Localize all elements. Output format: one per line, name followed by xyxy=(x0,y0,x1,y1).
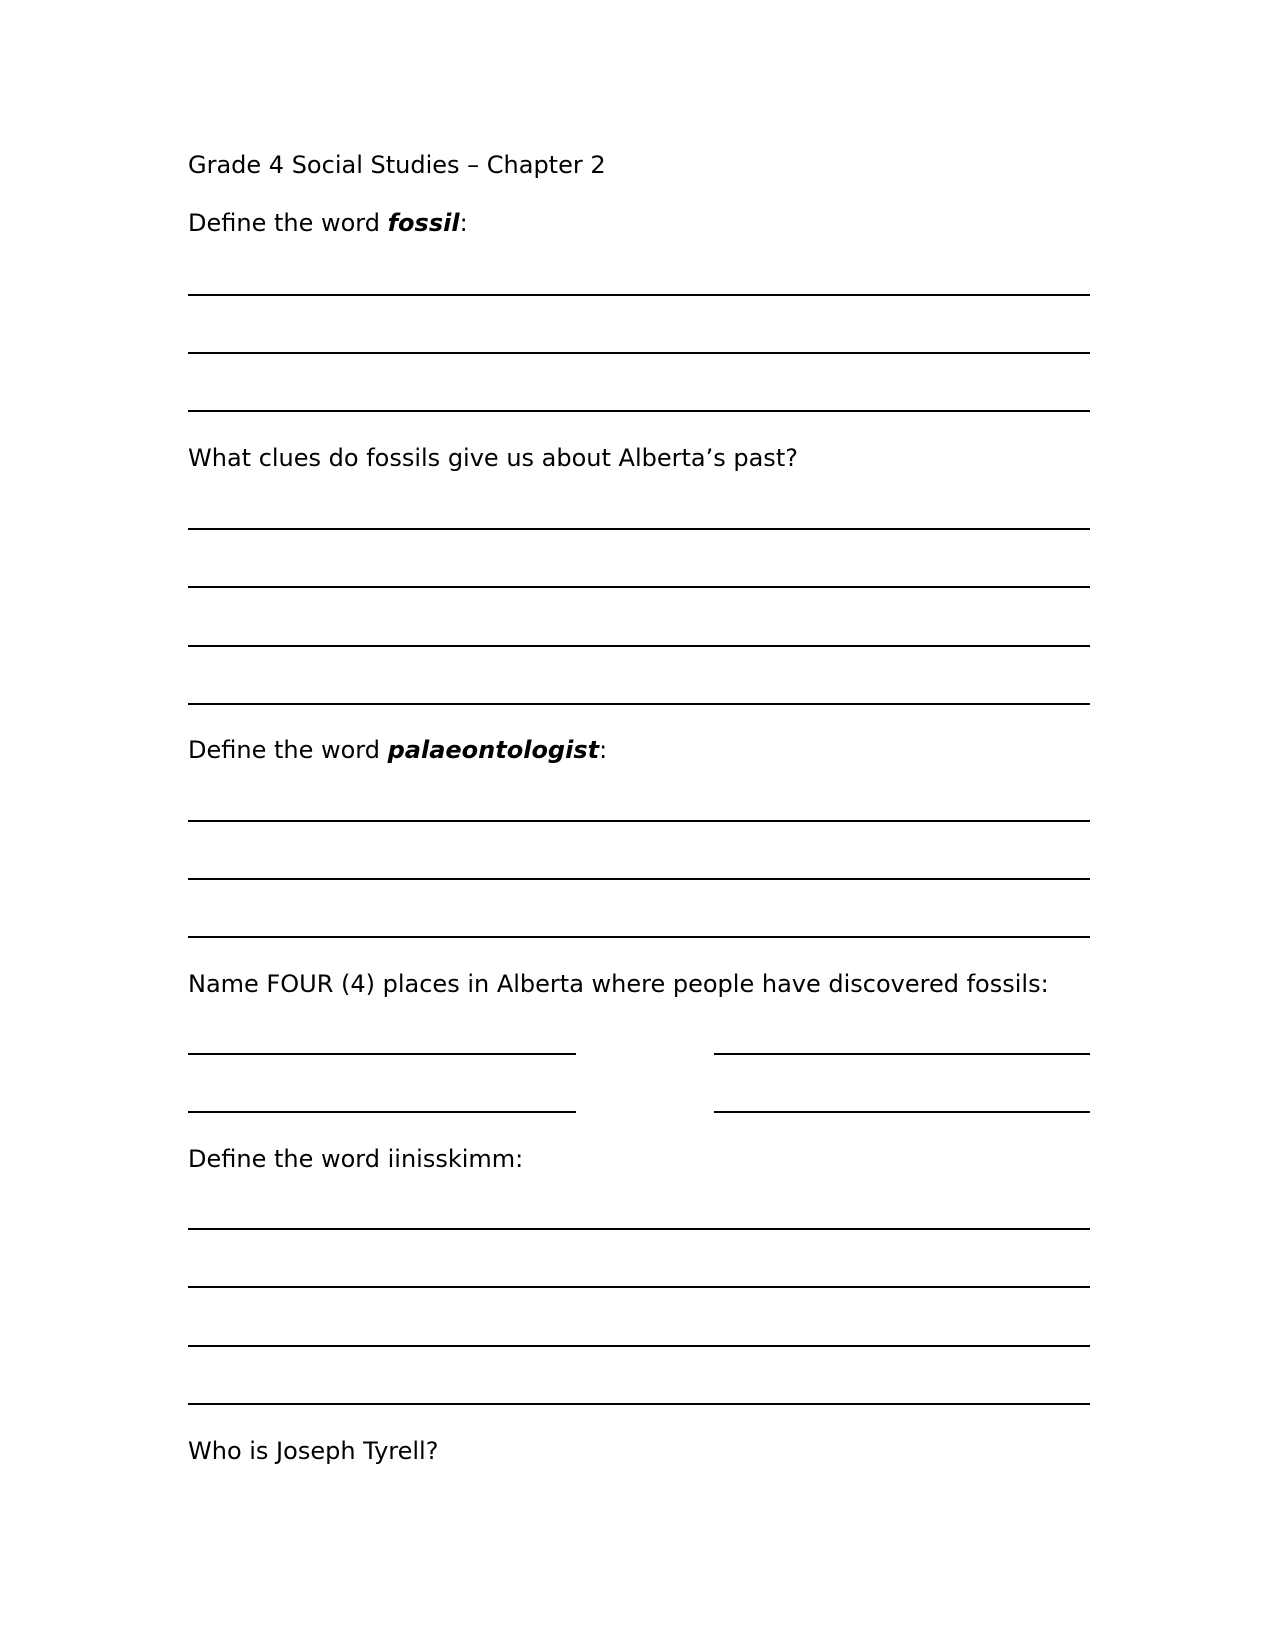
question-define-fossil xyxy=(188,208,468,238)
answer-line[interactable] xyxy=(188,294,1090,296)
answer-line[interactable] xyxy=(188,528,1090,530)
answer-line[interactable] xyxy=(188,352,1090,354)
question-define-iinisskimm: Define the word iinisskimm: xyxy=(188,1145,524,1173)
answer-line[interactable] xyxy=(188,820,1090,822)
question-suffix: : xyxy=(599,736,608,764)
answer-line[interactable] xyxy=(188,1345,1090,1347)
question-define-palaeontologist xyxy=(188,735,607,765)
question-term-palaeontologist: palaeontologist xyxy=(387,736,600,764)
question-prefix: Define the word xyxy=(188,736,388,764)
question-suffix: : xyxy=(459,209,468,237)
answer-line[interactable] xyxy=(188,936,1090,938)
question-term-fossil: fossil xyxy=(387,209,460,237)
answer-line[interactable] xyxy=(188,645,1090,647)
answer-line[interactable] xyxy=(188,1403,1090,1405)
answer-line-place[interactable] xyxy=(714,1111,1090,1113)
answer-line-place[interactable] xyxy=(188,1111,576,1113)
answer-line[interactable] xyxy=(188,410,1090,412)
answer-line-place[interactable] xyxy=(714,1053,1090,1055)
answer-line[interactable] xyxy=(188,878,1090,880)
answer-line[interactable] xyxy=(188,1228,1090,1230)
answer-line[interactable] xyxy=(188,586,1090,588)
question-prefix: Define the word xyxy=(188,209,388,237)
answer-line[interactable] xyxy=(188,1286,1090,1288)
question-fossil-clues: What clues do fossils give us about Alberta’s past? xyxy=(188,444,798,472)
question-fossil-places: Name FOUR (4) places in Alberta where people have discovered fossils: xyxy=(188,970,1049,998)
worksheet-title: Grade 4 Social Studies – Chapter 2 xyxy=(188,151,606,179)
question-joseph-tyrell: Who is Joseph Tyrell? xyxy=(188,1437,439,1465)
answer-line-place[interactable] xyxy=(188,1053,576,1055)
answer-line[interactable] xyxy=(188,703,1090,705)
